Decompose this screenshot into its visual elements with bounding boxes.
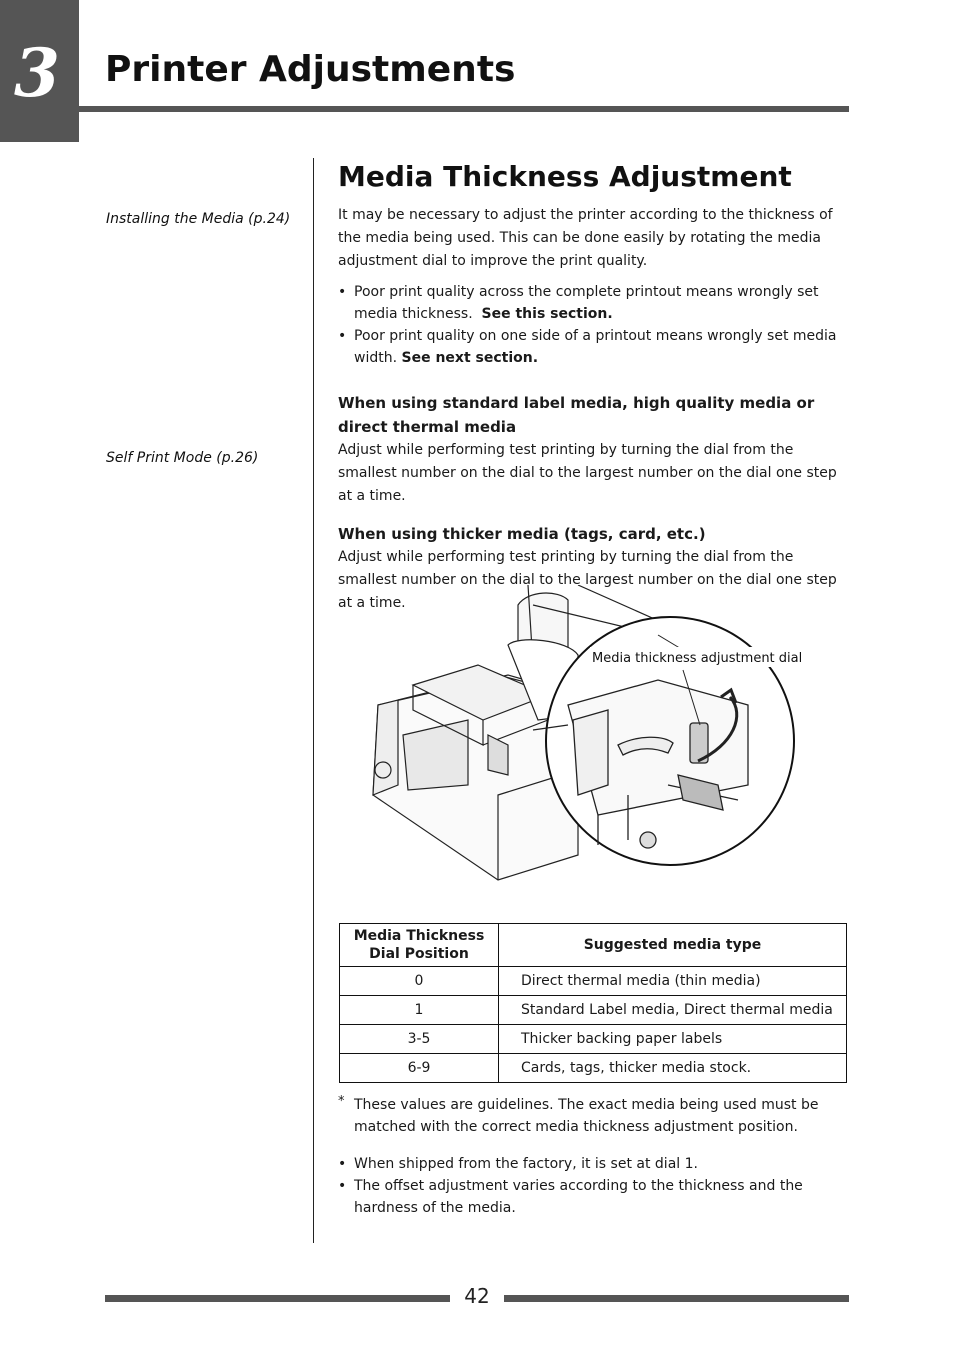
table-row <box>340 967 847 996</box>
printer-dial-illustration <box>338 585 808 885</box>
title-rule <box>79 106 849 112</box>
footer-rule-right <box>504 1295 849 1302</box>
bullet-reference: See next section. <box>401 349 539 366</box>
media-type-cell: Cards, tags, thicker media stock. <box>499 1054 847 1083</box>
footer-rule-left <box>105 1295 450 1302</box>
column-divider <box>313 158 314 1243</box>
media-type-cell: Direct thermal media (thin media) <box>499 967 847 996</box>
intro-paragraph: It may be necessary to adjust the printer according to the thickness of the media being used. This can be done easily by rotating the media adjustment dial to improve the print quality. <box>338 206 833 269</box>
media-type-cell: Standard Label media, Direct thermal media <box>499 996 847 1025</box>
main-content <box>338 160 847 615</box>
list-item: • When shipped from the factory, it is set at dial 1. <box>338 1153 847 1175</box>
table-footnote <box>338 1094 847 1138</box>
callout-label: Media thickness adjustment dial <box>592 651 803 666</box>
margin-note-installing-media[interactable]: Installing the Media (p.24) <box>106 211 291 227</box>
chapter-number: 3 <box>14 34 60 112</box>
notes-list <box>338 1153 847 1219</box>
dial-position-cell: 0 <box>340 967 499 996</box>
footnote-marker: * <box>338 1094 345 1109</box>
footnote-text: These values are guidelines. The exact media being used must be matched with the correct media thickness adjustment position. <box>354 1097 819 1135</box>
table-row <box>340 1054 847 1083</box>
bullet-text: Poor print quality on one side of a printout means wrongly set media width. <box>354 327 837 366</box>
media-thickness-table <box>339 923 847 1083</box>
symptom-list <box>338 281 847 369</box>
table-header-row <box>340 924 847 967</box>
bullet-reference: See this section. <box>481 305 613 322</box>
margin-note-self-print-mode[interactable]: Self Print Mode (p.26) <box>106 450 259 466</box>
column-header-dial-position: Media Thickness Dial Position <box>340 924 499 967</box>
dial-position-cell: 6-9 <box>340 1054 499 1083</box>
bullet-text: Poor print quality across the complete printout means wrongly set media thickness. <box>354 283 819 322</box>
chapter-tab <box>0 0 79 142</box>
list-item <box>338 325 847 369</box>
notes-section <box>338 1153 847 1219</box>
subsection-body-standard-media: Adjust while performing test printing by turning the dial from the smallest number on the dial to the largest number on the dial one step at a time. <box>338 441 837 504</box>
page-number: 42 <box>464 1284 490 1308</box>
section-title: Media Thickness Adjustment <box>338 160 792 193</box>
table-row <box>340 996 847 1025</box>
chapter-title: Printer Adjustments <box>105 49 516 90</box>
list-item: • The offset adjustment varies according to the thickness and the hardness of the media. <box>338 1175 847 1219</box>
dial-position-cell: 1 <box>340 996 499 1025</box>
dial-position-cell: 3-5 <box>340 1025 499 1054</box>
subsection-body-thicker-media: Adjust while performing test printing by turning the dial from the smallest number on the dial to the largest number on the dial one step at a time. <box>338 548 837 611</box>
subsection-heading-thicker-media: When using thicker media (tags, card, etc.) <box>338 524 706 543</box>
subsection-heading-standard-media: When using standard label media, high quality media or direct thermal media <box>338 393 815 436</box>
media-type-cell: Thicker backing paper labels <box>499 1025 847 1054</box>
column-header-media-type: Suggested media type <box>499 924 847 967</box>
list-item <box>338 281 847 325</box>
table-row <box>340 1025 847 1054</box>
